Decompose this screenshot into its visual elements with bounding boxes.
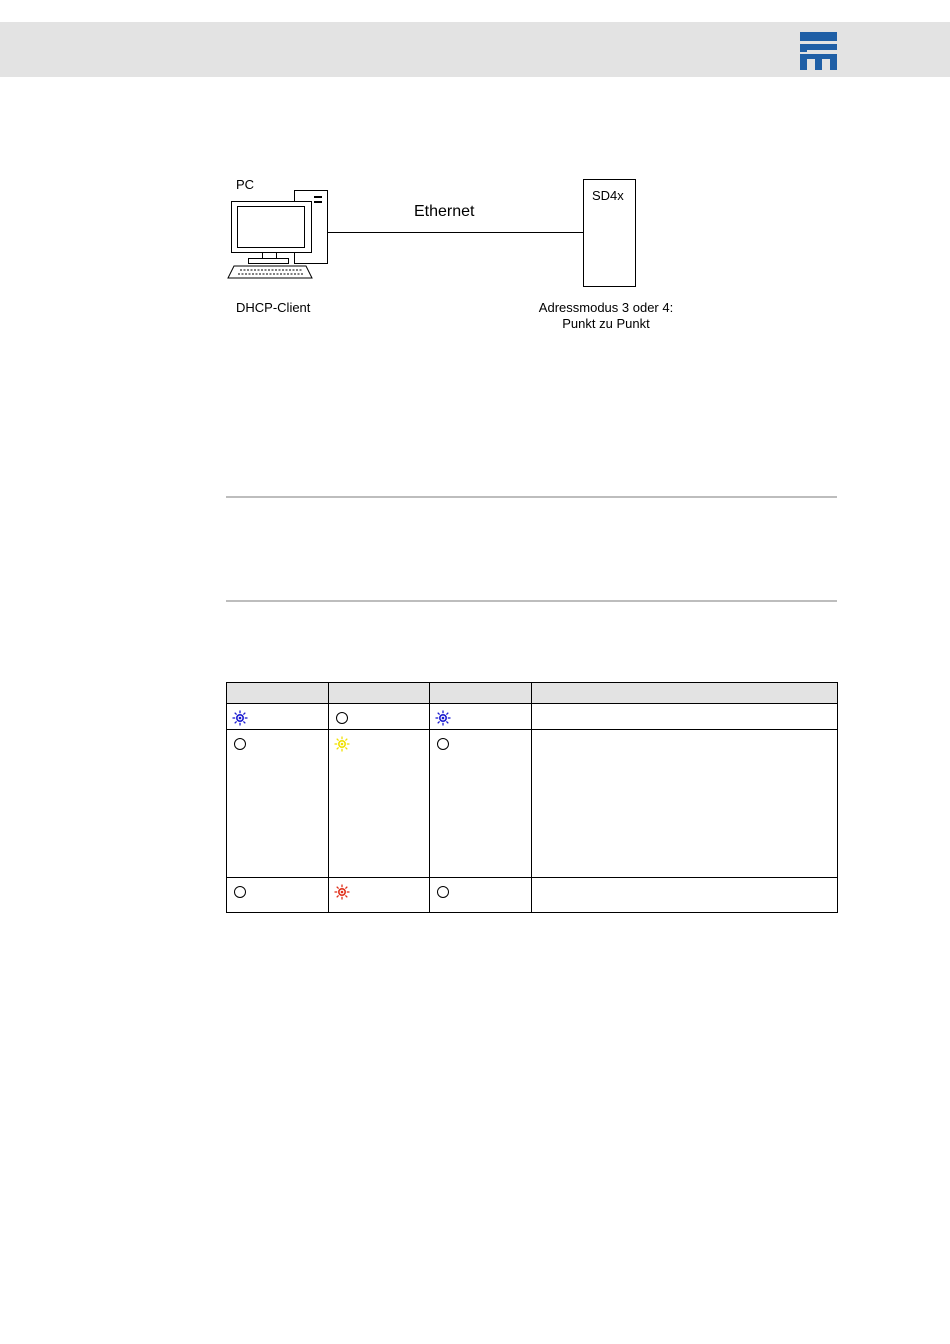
table-row: [227, 730, 838, 878]
table-header-row: [227, 683, 838, 704]
table-header-cell: [227, 683, 329, 704]
company-logo: [800, 32, 837, 70]
led-status-table: [226, 682, 838, 913]
address-mode-label: Adressmodus 3 oder 4:: [538, 300, 674, 315]
led-off-icon: [232, 884, 248, 900]
table-header-cell: [329, 683, 430, 704]
table-row: [227, 704, 838, 730]
led-blue-flashing-icon: [435, 710, 451, 726]
led-red-flashing-icon: [334, 884, 350, 900]
pc-label: PC: [236, 177, 255, 192]
section-divider-top: [226, 496, 837, 498]
led-off-icon: [232, 736, 248, 752]
sd4x-label: SD4x: [592, 188, 624, 203]
network-diagram: [226, 170, 696, 340]
dhcp-client-label: DHCP-Client: [236, 300, 311, 315]
ethernet-label: Ethernet: [414, 203, 475, 220]
table-row: [227, 878, 838, 913]
table-header-cell: [430, 683, 532, 704]
led-off-icon: [435, 736, 451, 752]
section-divider-bottom: [226, 600, 837, 602]
table-cell-description: [532, 704, 838, 730]
table-header-cell: [532, 683, 838, 704]
point-to-point-label: Punkt zu Punkt: [562, 316, 650, 331]
led-yellow-flashing-icon: [334, 736, 350, 752]
led-blue-flashing-icon: [232, 710, 248, 726]
pc-computer-icon: [228, 191, 328, 279]
table-cell-description: [532, 878, 838, 913]
led-off-icon: [435, 884, 451, 900]
led-off-icon: [334, 710, 350, 726]
table-cell-description: [532, 730, 838, 878]
